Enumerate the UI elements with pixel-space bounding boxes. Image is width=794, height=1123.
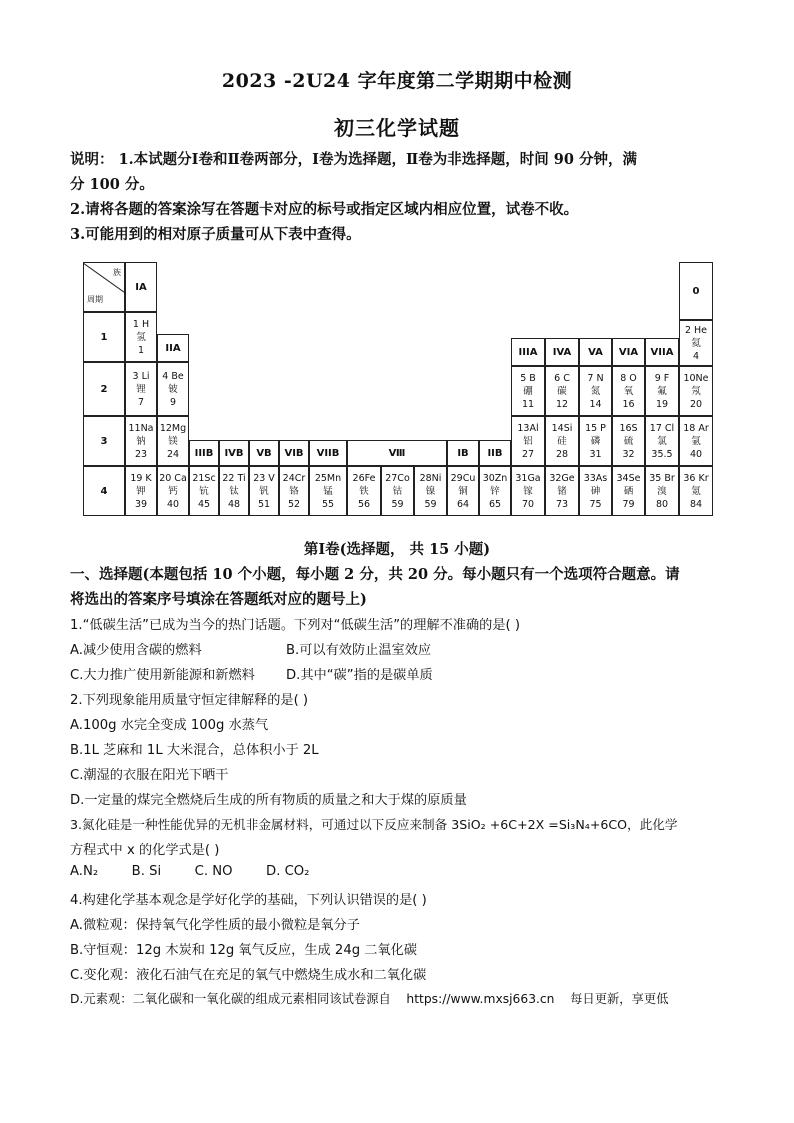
- group-header-iiia: IIIA: [511, 338, 545, 366]
- element-cell-h: [125, 312, 157, 362]
- question-1-stem: 1.“低碳生活”已成为当今的热门话题。下列对“低碳生活”的理解不准确的是( ): [70, 618, 521, 633]
- period-label-4: 4: [83, 466, 125, 516]
- element-name: 镍: [425, 485, 436, 497]
- element-mass: 80: [655, 498, 669, 510]
- element-name: 钙: [168, 485, 178, 497]
- element-symbol: 22 Ti: [222, 472, 246, 484]
- group-header-vb: VB: [249, 440, 279, 466]
- period-label-1: 1: [83, 312, 125, 362]
- element-cell-b: [511, 366, 545, 416]
- group-header-iib: IIB: [479, 440, 511, 466]
- element-cell-ne: [679, 366, 713, 416]
- element-symbol: 11Na: [128, 422, 154, 434]
- element-name: 氦: [691, 337, 701, 349]
- question-3-stem-cont: 方程式中 x 的化学式是( ): [70, 843, 220, 858]
- group-header-iia: IIA: [157, 334, 189, 362]
- element-name: 氟: [657, 385, 667, 397]
- element-cell-n: [579, 366, 612, 416]
- element-symbol: 31Ga: [515, 472, 541, 484]
- element-symbol: 28Ni: [419, 472, 442, 484]
- element-mass: 16: [622, 398, 635, 410]
- question-1-option-a: A.减少使用含碳的燃料: [70, 643, 202, 658]
- element-mass: 64: [456, 498, 470, 510]
- element-symbol: 3 Li: [132, 370, 150, 382]
- element-symbol: 27Co: [385, 472, 410, 484]
- element-cell-c: [545, 366, 579, 416]
- element-symbol: 4 Be: [162, 370, 184, 382]
- element-mass: 32: [622, 448, 635, 460]
- exam-subtitle: 初三化学试题: [334, 116, 460, 140]
- element-symbol: 33As: [583, 472, 608, 484]
- element-name: 氖: [691, 385, 701, 397]
- question-3-options: A.N₂ B. Si C. NO D. CO₂: [70, 864, 310, 879]
- question-1-option-d: D.其中“碳”指的是碳单质: [286, 668, 433, 683]
- element-cell-ca: [157, 466, 189, 516]
- group-header-iva: IVA: [545, 338, 579, 366]
- element-name: 镓: [523, 485, 533, 497]
- element-name: 氪: [691, 485, 701, 497]
- group-header-ib: IB: [447, 440, 479, 466]
- element-mass: 55: [321, 498, 335, 510]
- element-cell-si: [545, 416, 579, 466]
- corner-period-label: 周期: [87, 295, 103, 304]
- section-instruction-2: 将选出的答案序号填涂在答题纸对应的题号上): [70, 591, 367, 608]
- element-name: 硫: [623, 435, 634, 447]
- element-name: 氧: [623, 385, 634, 397]
- element-mass: 4: [692, 350, 700, 362]
- element-symbol: 1 H: [132, 318, 150, 330]
- element-name: 钛: [229, 485, 239, 497]
- element-name: 镁: [168, 435, 178, 447]
- question-4-option-d: D.元素观：二氧化碳和一氧化碳的组成元素相同该试卷源自 https://www.mxsj663.cn 每日更新，享更低: [70, 992, 669, 1006]
- group-header-viii: Ⅷ: [347, 440, 447, 466]
- group-header-0: 0: [679, 262, 713, 320]
- element-name: 氯: [657, 435, 667, 447]
- element-symbol: 18 Ar: [683, 422, 709, 434]
- periodic-table: [83, 262, 715, 518]
- corner-group-label: 族: [113, 268, 121, 277]
- element-symbol: 26Fe: [352, 472, 376, 484]
- question-2-option-c: C.潮湿的衣服在阳光下晒干: [70, 768, 229, 783]
- element-cell-se: [612, 466, 645, 516]
- element-name: 锂: [136, 383, 146, 395]
- element-symbol: 9 F: [654, 372, 670, 384]
- element-symbol: 2 He: [684, 324, 708, 336]
- element-cell-v: [249, 466, 279, 516]
- element-cell-co: [381, 466, 414, 516]
- element-mass: 1: [137, 344, 145, 356]
- element-cell-mg: [157, 416, 189, 466]
- element-mass: 23: [134, 448, 148, 460]
- element-symbol: 29Cu: [450, 472, 476, 484]
- element-name: 硒: [623, 485, 634, 497]
- element-cell-kr: [679, 466, 713, 516]
- period-label-3: 3: [83, 416, 125, 466]
- element-symbol: 21Sc: [192, 472, 216, 484]
- element-symbol: 19 K: [130, 472, 152, 484]
- element-cell-k: [125, 466, 157, 516]
- element-cell-ti: [219, 466, 249, 516]
- element-cell-ge: [545, 466, 579, 516]
- element-mass: 39: [134, 498, 148, 510]
- element-name: 碳: [557, 385, 567, 397]
- exam-title: 2023 -2U24 字年度第二学期期中检测: [221, 70, 573, 92]
- element-cell-sc: [189, 466, 219, 516]
- element-symbol: 23 V: [253, 472, 275, 484]
- element-cell-he: [679, 320, 713, 366]
- element-symbol: 35 Br: [649, 472, 675, 484]
- element-mass: 52: [287, 498, 301, 510]
- group-header-ivb: IVB: [219, 440, 249, 466]
- element-mass: 70: [521, 498, 535, 510]
- question-1-option-b: B.可以有效防止温室效应: [286, 643, 432, 658]
- element-mass: 59: [424, 498, 437, 510]
- question-2-option-b: B.1L 芝麻和 1L 大米混合，总体积小于 2L: [70, 743, 319, 758]
- element-symbol: 13Al: [517, 422, 539, 434]
- element-name: 氮: [590, 385, 601, 397]
- element-symbol: 17 Cl: [649, 422, 675, 434]
- group-header-ia: IA: [125, 262, 157, 312]
- section-instruction-1: 一、选择题(本题包括 10 个小题，每小题 2 分，共 20 分。每小题只有一个选项符合题意。请: [70, 566, 680, 583]
- element-name: 铬: [289, 485, 299, 497]
- note-line-4: 3.可能用到的相对原子质量可从下表中查得。: [70, 226, 361, 243]
- question-2-option-d: D.一定量的煤完全燃烧后生成的所有物质的质量之和大于煤的原质量: [70, 793, 467, 808]
- element-symbol: 12Mg: [159, 422, 187, 434]
- element-cell-cu: [447, 466, 479, 516]
- element-name: 锌: [490, 485, 500, 497]
- element-mass: 75: [589, 498, 602, 510]
- element-mass: 12: [555, 398, 569, 410]
- question-2-stem: 2.下列现象能用质量守恒定律解释的是( ): [70, 693, 309, 708]
- element-mass: 35.5: [651, 448, 673, 460]
- question-4-option-c: C.变化观：液化石油气在充足的氧气中燃烧生成水和二氧化碳: [70, 968, 427, 983]
- question-3-stem: 3.氮化硅是一种性能优异的无机非金属材料，可通过以下反应来制备 3SiO₂ +6C+2X =Si₃N₄+6CO，此化学: [70, 817, 678, 832]
- element-mass: 27: [521, 448, 535, 460]
- section-title: 第Ⅰ卷(选择题， 共 15 小题): [303, 541, 491, 558]
- note-line-3: 2.请将各题的答案涂写在答题卡对应的标号或指定区域内相应位置，试卷不收。: [70, 201, 579, 218]
- element-name: 锰: [323, 485, 333, 497]
- element-symbol: 14Si: [551, 422, 573, 434]
- element-cell-o: [612, 366, 645, 416]
- element-mass: 24: [166, 448, 180, 460]
- question-4-option-a: A.微粒观：保持氧气化学性质的最小微粒是氧分子: [70, 918, 360, 933]
- element-name: 氩: [691, 435, 701, 447]
- question-1-option-c: C.大力推广使用新能源和新燃料: [70, 668, 255, 683]
- element-mass: 20: [689, 398, 703, 410]
- element-cell-zn: [479, 466, 511, 516]
- element-cell-na: [125, 416, 157, 466]
- element-cell-ni: [414, 466, 447, 516]
- element-name: 钴: [392, 485, 403, 497]
- element-cell-li: [125, 362, 157, 416]
- element-mass: 65: [488, 498, 502, 510]
- element-cell-ar: [679, 416, 713, 466]
- element-mass: 45: [197, 498, 211, 510]
- element-symbol: 7 N: [587, 372, 604, 384]
- element-name: 铝: [523, 435, 533, 447]
- element-cell-f: [645, 366, 679, 416]
- group-header-vib: VIB: [279, 440, 309, 466]
- element-symbol: 20 Ca: [159, 472, 187, 484]
- table-corner: [83, 262, 125, 312]
- element-mass: 11: [521, 398, 535, 410]
- group-header-via: VIA: [612, 338, 645, 366]
- element-cell-br: [645, 466, 679, 516]
- element-cell-mn: [309, 466, 347, 516]
- element-symbol: 8 O: [620, 372, 637, 384]
- element-name: 钒: [259, 485, 269, 497]
- element-cell-be: [157, 362, 189, 416]
- element-mass: 84: [689, 498, 703, 510]
- element-mass: 28: [555, 448, 569, 460]
- note-line-2: 分 100 分。: [70, 176, 154, 193]
- element-mass: 73: [555, 498, 569, 510]
- element-name: 硅: [557, 435, 567, 447]
- element-mass: 14: [589, 398, 602, 410]
- element-cell-cl: [645, 416, 679, 466]
- element-symbol: 6 C: [554, 372, 570, 384]
- element-symbol: 36 Kr: [683, 472, 709, 484]
- element-mass: 51: [257, 498, 271, 510]
- element-cell-al: [511, 416, 545, 466]
- element-symbol: 10Ne: [683, 372, 709, 384]
- element-symbol: 24Cr: [282, 472, 306, 484]
- element-mass: 48: [227, 498, 241, 510]
- element-mass: 79: [622, 498, 635, 510]
- element-cell-s: [612, 416, 645, 466]
- element-name: 砷: [590, 485, 601, 497]
- element-symbol: 32Ge: [549, 472, 575, 484]
- element-cell-ga: [511, 466, 545, 516]
- element-mass: 59: [391, 498, 404, 510]
- note-line-1: 说明： 1.本试题分Ⅰ卷和Ⅱ卷两部分，Ⅰ卷为选择题，Ⅱ卷为非选择题，时间 90 分钟，满: [70, 151, 637, 168]
- question-2-option-a: A.100g 水完全变成 100g 水蒸气: [70, 718, 269, 733]
- element-symbol: 25Mn: [314, 472, 342, 484]
- element-symbol: 34Se: [616, 472, 641, 484]
- element-cell-p: [579, 416, 612, 466]
- element-name: 钪: [199, 485, 209, 497]
- element-name: 铜: [458, 485, 468, 497]
- element-cell-as: [579, 466, 612, 516]
- element-name: 钠: [136, 435, 146, 447]
- element-mass: 7: [137, 396, 145, 408]
- group-header-iiib: IIIB: [189, 440, 219, 466]
- element-mass: 56: [357, 498, 371, 510]
- element-name: 氢: [136, 331, 146, 343]
- question-4-stem: 4.构建化学基本观念是学好化学的基础，下列认识错误的是( ): [70, 893, 427, 908]
- element-name: 硼: [523, 385, 533, 397]
- element-mass: 9: [169, 396, 177, 408]
- element-name: 锗: [557, 485, 567, 497]
- element-name: 磷: [590, 435, 601, 447]
- element-name: 钾: [136, 485, 146, 497]
- element-symbol: 30Zn: [482, 472, 508, 484]
- element-symbol: 16S: [619, 422, 638, 434]
- element-mass: 40: [166, 498, 180, 510]
- element-mass: 19: [655, 398, 669, 410]
- period-label-2: 2: [83, 362, 125, 416]
- question-4-option-b: B.守恒观：12g 木炭和 12g 氧气反应，生成 24g 二氧化碳: [70, 943, 418, 958]
- element-name: 铁: [359, 485, 369, 497]
- group-header-viib: VIIB: [309, 440, 347, 466]
- element-cell-cr: [279, 466, 309, 516]
- element-name: 溴: [657, 485, 667, 497]
- element-mass: 40: [689, 448, 703, 460]
- group-header-viia: VIIA: [645, 338, 679, 366]
- group-header-va: VA: [579, 338, 612, 366]
- element-name: 铍: [168, 383, 178, 395]
- element-mass: 31: [589, 448, 602, 460]
- element-symbol: 15 P: [585, 422, 606, 434]
- element-symbol: 5 B: [520, 372, 536, 384]
- element-cell-fe: [347, 466, 381, 516]
